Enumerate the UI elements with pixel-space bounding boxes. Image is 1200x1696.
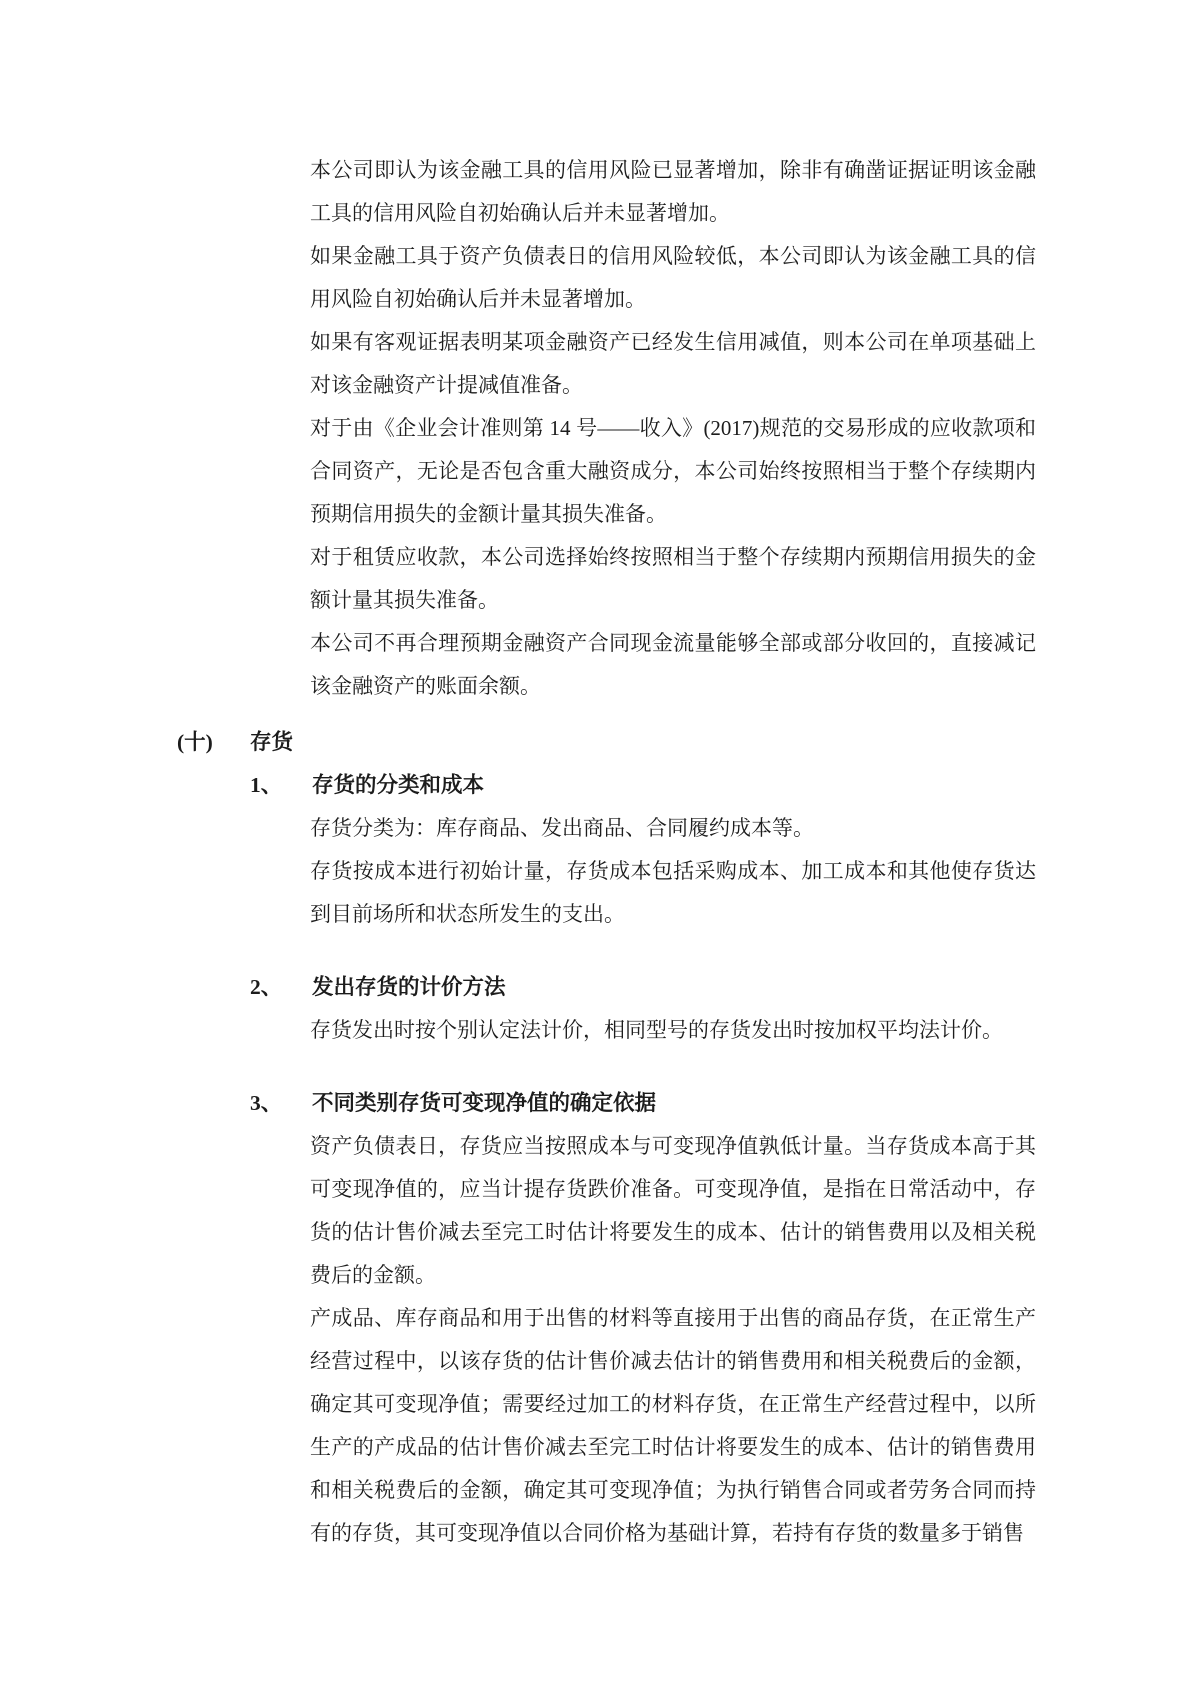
subsection-3-heading	[0, 1082, 1200, 1125]
intro-paragraph-2: 如果金融工具于资产负债表日的信用风险较低，本公司即认为该金融工具的信用风险自初始确认后并未显著增加。	[310, 244, 1036, 311]
subsection-1-title: 存货的分类和成本	[312, 773, 485, 797]
page-content	[0, 149, 1200, 1555]
subsection-3-paragraph-1: 资产负债表日，存货应当按照成本与可变现净值孰低计量。当存货成本高于其可变现净值的，应当计提存货跌价准备。可变现净值，是指在日常活动中，存货的估计售价减去至完工时估计将要发生的成本、估计的销售费用以及相关税费后的金额。	[310, 1134, 1036, 1287]
subsection-1-number: 1、	[250, 773, 283, 797]
subsection-2	[0, 966, 1200, 1052]
section-number: (十)	[177, 730, 213, 754]
intro-paragraph-1: 本公司即认为该金融工具的信用风险已显著增加，除非有确凿证据证明该金融工具的信用风险自初始确认后并未显著增加。	[310, 158, 1036, 225]
subsection-3-number: 3、	[250, 1091, 283, 1115]
section-title: 存货	[250, 730, 294, 754]
intro-paragraph-6: 本公司不再合理预期金融资产合同现金流量能够全部或部分收回的，直接减记该金融资产的账面余额。	[310, 631, 1036, 698]
subsection-1-paragraph-2: 存货按成本进行初始计量，存货成本包括采购成本、加工成本和其他使存货达到目前场所和状态所发生的支出。	[310, 859, 1036, 926]
subsection-2-paragraph-1: 存货发出时按个别认定法计价，相同型号的存货发出时按加权平均法计价。	[310, 1018, 1003, 1042]
intro-block	[0, 149, 1200, 708]
subsection-3-title: 不同类别存货可变现净值的确定依据	[312, 1091, 657, 1115]
intro-paragraph-3: 如果有客观证据表明某项金融资产已经发生信用减值，则本公司在单项基础上对该金融资产计提减值准备。	[310, 330, 1036, 397]
subsection-3	[0, 1082, 1200, 1555]
subsection-1	[0, 764, 1200, 936]
subsection-2-heading	[0, 966, 1200, 1009]
intro-paragraph-5: 对于租赁应收款，本公司选择始终按照相当于整个存续期内预期信用损失的金额计量其损失准备。	[310, 545, 1036, 612]
subsection-2-number: 2、	[250, 975, 283, 999]
section-heading	[0, 720, 1200, 764]
subsection-3-paragraph-2: 产成品、库存商品和用于出售的材料等直接用于出售的商品存货，在正常生产经营过程中，以该存货的估计售价减去估计的销售费用和相关税费后的金额，确定其可变现净值；需要经过加工的材料存货，在正常生产经营过程中，以所生产的产成品的估计售价减去至完工时估计将要发生的成本、估计的销售费用和相关税费后的金额，确定其可变现净值；为执行销售合同或者劳务合同而持有的存货，其可变现净值以合同价格为基础计算，若持有存货的数量多于销售	[310, 1306, 1036, 1545]
subsection-2-title: 发出存货的计价方法	[312, 975, 506, 999]
subsection-1-paragraph-1: 存货分类为：库存商品、发出商品、合同履约成本等。	[310, 816, 814, 840]
subsection-1-heading	[0, 764, 1200, 807]
intro-paragraph-4: 对于由《企业会计准则第 14 号——收入》(2017)规范的交易形成的应收款项和合同资产，无论是否包含重大融资成分，本公司始终按照相当于整个存续期内预期信用损失的金额计量其损失准备。	[310, 416, 1036, 526]
